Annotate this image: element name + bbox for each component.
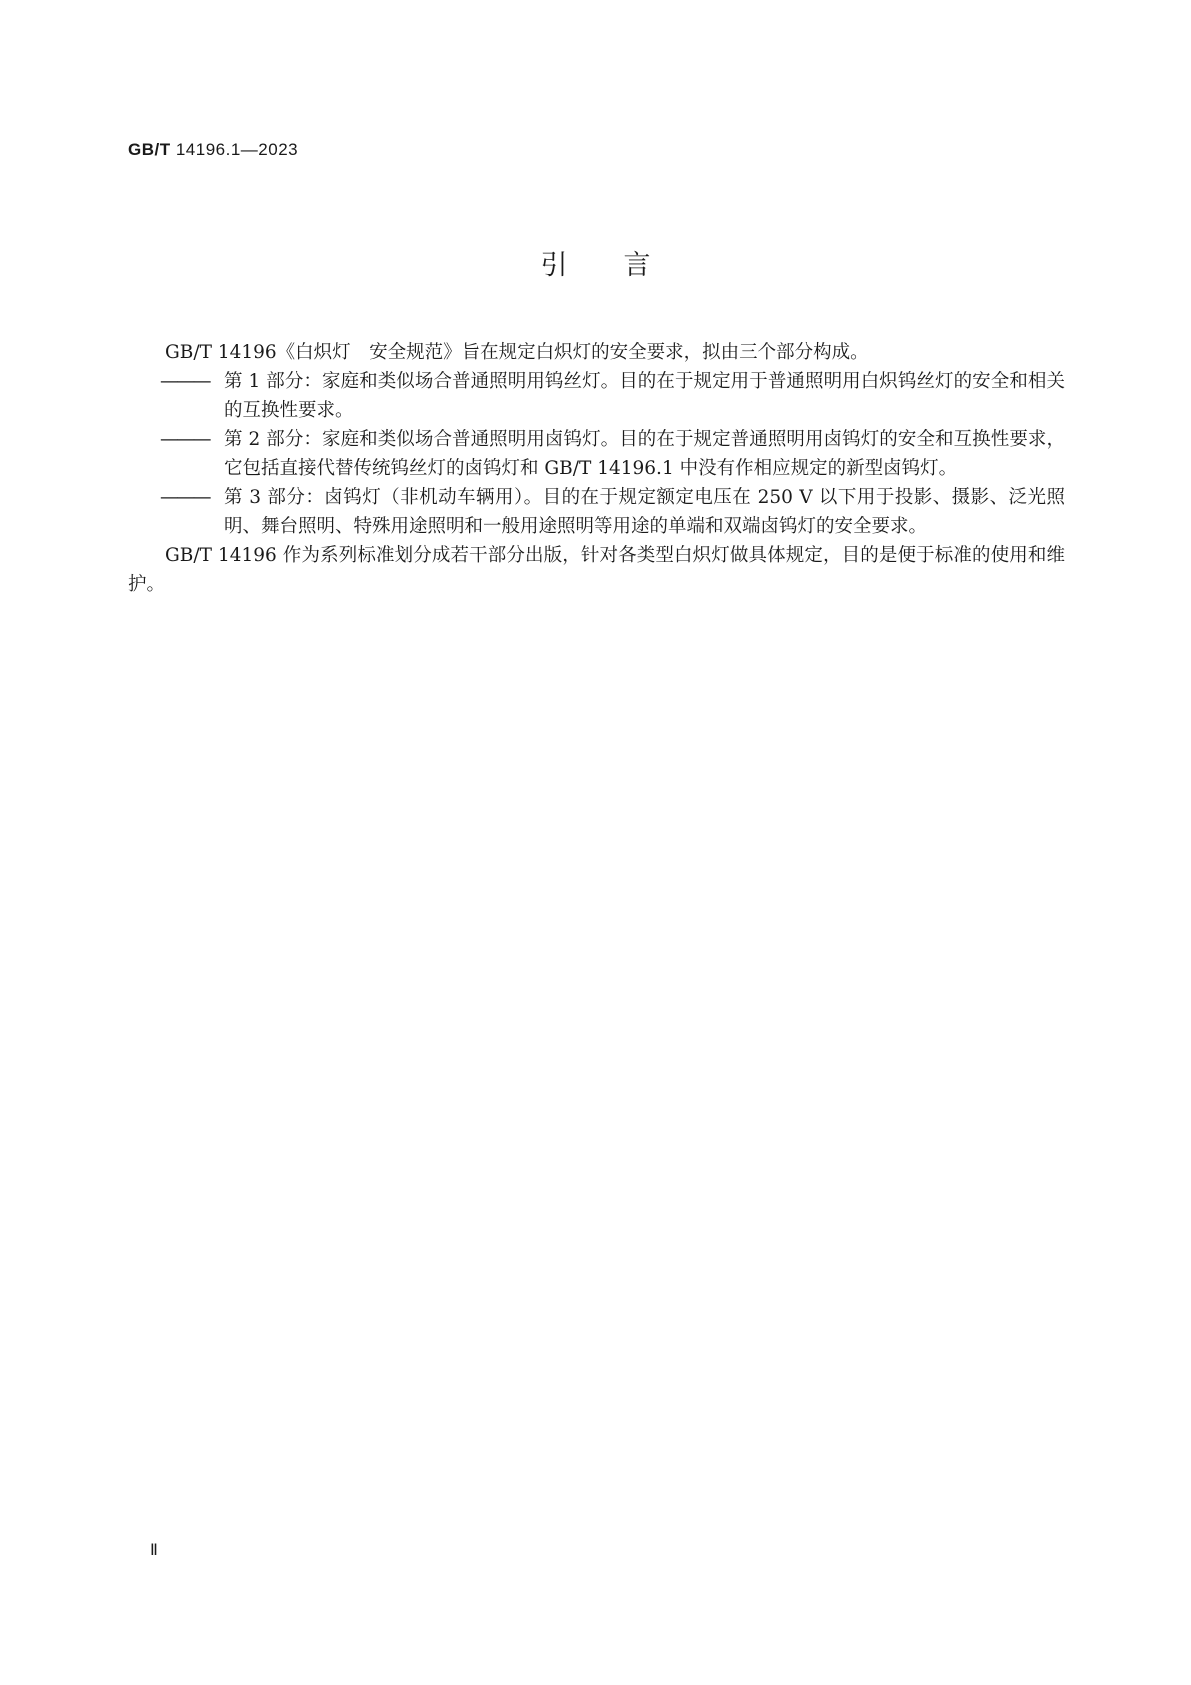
list-dash: ———	[160, 429, 210, 450]
standard-prefix: GB/T	[128, 140, 171, 159]
list-dash: ———	[160, 487, 210, 508]
list-item	[128, 367, 1065, 425]
list-item-text: 第 2 部分：家庭和类似场合普通照明用卤钨灯。目的在于规定普通照明用卤钨灯的安全和互换性要求，它包括直接代替传统钨丝灯的卤钨灯和 GB/T 14196.1 中没有作相应规定的新型卤钨灯。	[224, 429, 1065, 479]
standard-number: 14196.1—2023	[175, 140, 299, 159]
list-item	[128, 425, 1065, 483]
closing-paragraph: GB/T 14196 作为系列标准划分成若干部分出版，针对各类型白炽灯做具体规定，目的是便于标准的使用和维护。	[128, 545, 1065, 595]
list-dash: ———	[160, 371, 210, 392]
part-list	[128, 367, 1065, 541]
section-title: 引言	[540, 250, 707, 281]
page-number: Ⅱ	[150, 1542, 158, 1559]
intro-paragraph: GB/T 14196《白炽灯 安全规范》旨在规定白炽灯的安全要求，拟由三个部分构成。	[165, 342, 869, 363]
list-item	[128, 483, 1065, 541]
document-body	[128, 338, 1065, 599]
standard-code	[128, 140, 298, 160]
list-item-text: 第 1 部分：家庭和类似场合普通照明用钨丝灯。目的在于规定用于普通照明用白炽钨丝灯的安全和相关的互换性要求。	[224, 371, 1065, 421]
list-item-text: 第 3 部分：卤钨灯（非机动车辆用）。目的在于规定额定电压在 250 V 以下用于投影、摄影、泛光照明、舞台照明、特殊用途照明和一般用途照明等用途的单端和双端卤钨灯的安全要求。	[224, 487, 1065, 537]
